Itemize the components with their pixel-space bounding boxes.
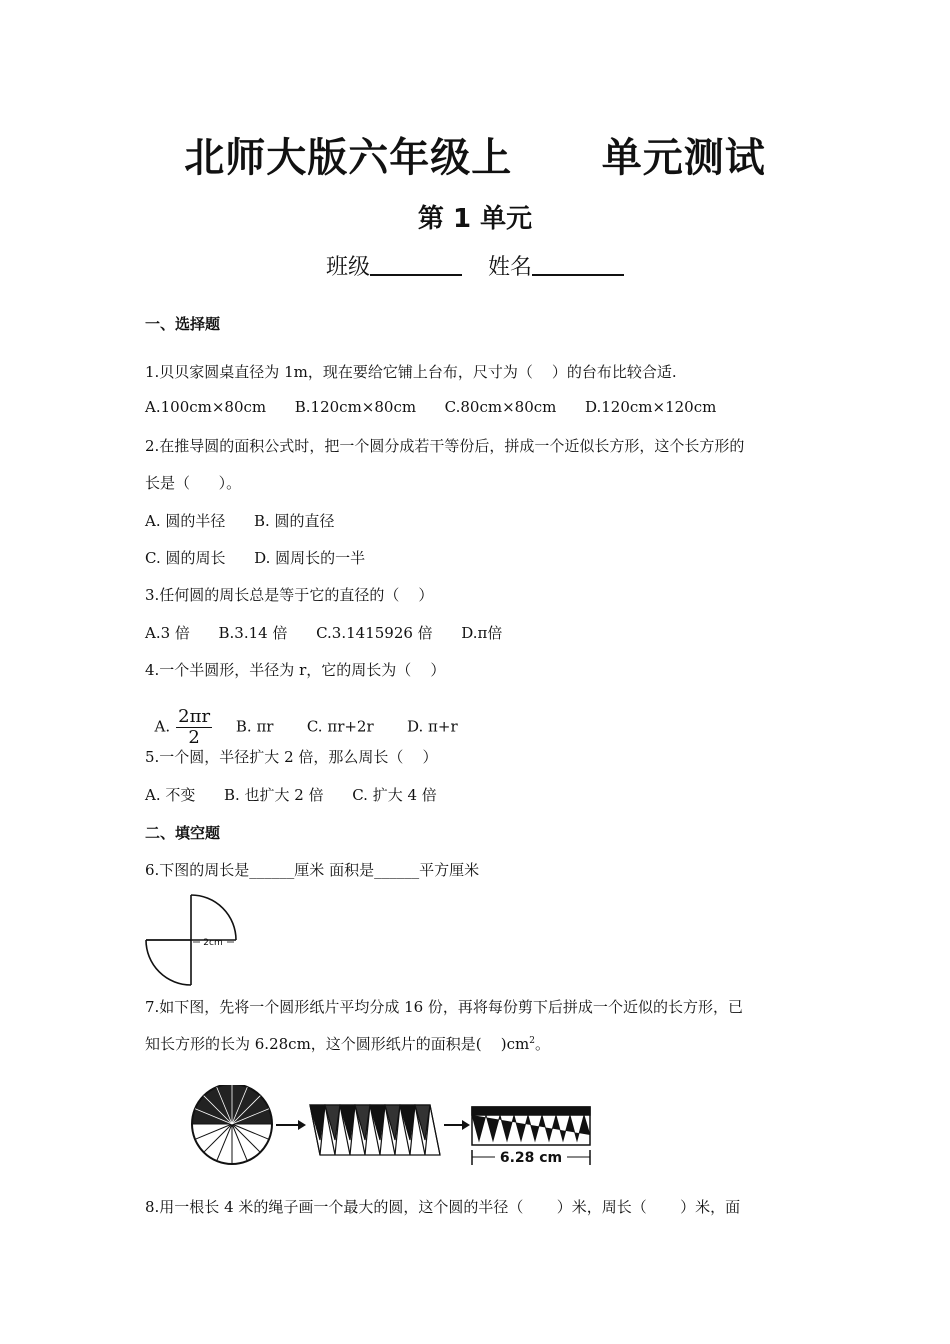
q7-text-b: 。 [534, 1035, 550, 1053]
question-2-options-cd: C. 圆的周长 D. 圆周长的一半 [145, 549, 366, 567]
question-5-options: A. 不变 B. 也扩大 2 倍 C. 扩大 4 倍 [145, 786, 437, 804]
section-heading-fill: 二、填空题 [145, 824, 221, 842]
option-a-fraction [176, 707, 212, 748]
figure-7-label: 6.28 cm [499, 1150, 563, 1166]
unit-subtitle: 第 1 单元 [417, 204, 533, 234]
fraction-numerator: 2πr [178, 706, 211, 727]
question-1: 1.贝贝家圆桌直径为 1m，现在要给它铺上台布，尺寸为（ ）的台布比较合适. [145, 363, 677, 381]
q7-superscript: 2 [529, 1036, 535, 1046]
name-label: 姓名 [488, 255, 533, 280]
name-blank[interactable] [532, 252, 624, 276]
question-2-line1: 2.在推导圆的面积公式时，把一个圆分成若干等份后，拼成一个近似长方形，这个长方形的 [145, 437, 745, 455]
options-b-to-d: B. πr C. πr+2r D. π+r [212, 717, 458, 736]
question-6-figure [143, 893, 243, 988]
question-4: 4.一个半圆形，半径为 r，它的周长为（ ） [145, 661, 446, 679]
class-label: 班级 [325, 255, 370, 280]
question-5: 5.一个圆，半径扩大 2 倍，那么周长（ ） [145, 748, 438, 766]
question-3: 3.任何圆的周长总是等于它的直径的（ ） [145, 586, 434, 604]
class-blank[interactable] [370, 252, 462, 276]
fraction-denominator: 2 [188, 727, 200, 748]
question-6: 6.下图的周长是______厘米 面积是______平方厘米 [145, 861, 480, 879]
q7-text-a: 知长方形的长为 6.28cm，这个圆形纸片的面积是( )cm [145, 1035, 530, 1053]
question-7-line1: 7.如下图，先将一个圆形纸片平均分成 16 份，再将每份剪下后拼成一个近似的长方形，已 [145, 998, 743, 1016]
question-7-line2 [145, 1033, 550, 1054]
question-1-options: A.100cm×80cm B.120cm×80cm C.80cm×80cm D.120cm×120cm [145, 398, 717, 416]
question-2-line2: 长是（ ）。 [145, 474, 242, 492]
student-info [0, 250, 950, 281]
question-3-options: A.3 倍 B.3.14 倍 C.3.1415926 倍 D.π倍 [145, 624, 503, 642]
question-2-options-ab: A. 圆的半径 B. 圆的直径 [145, 512, 335, 530]
section-heading-choice: 一、选择题 [145, 315, 221, 333]
question-8: 8.用一根长 4 米的绳子画一个最大的圆，这个圆的半径（ ）米，周长（ ）米，面 [145, 1198, 741, 1216]
option-a-label: A. [154, 717, 171, 736]
figure-6-label: 2cm [203, 938, 223, 948]
page-title: 北师大版六年级上 单元测试 [184, 135, 766, 181]
question-7-figure [190, 1085, 600, 1175]
question-4-options [145, 689, 458, 748]
